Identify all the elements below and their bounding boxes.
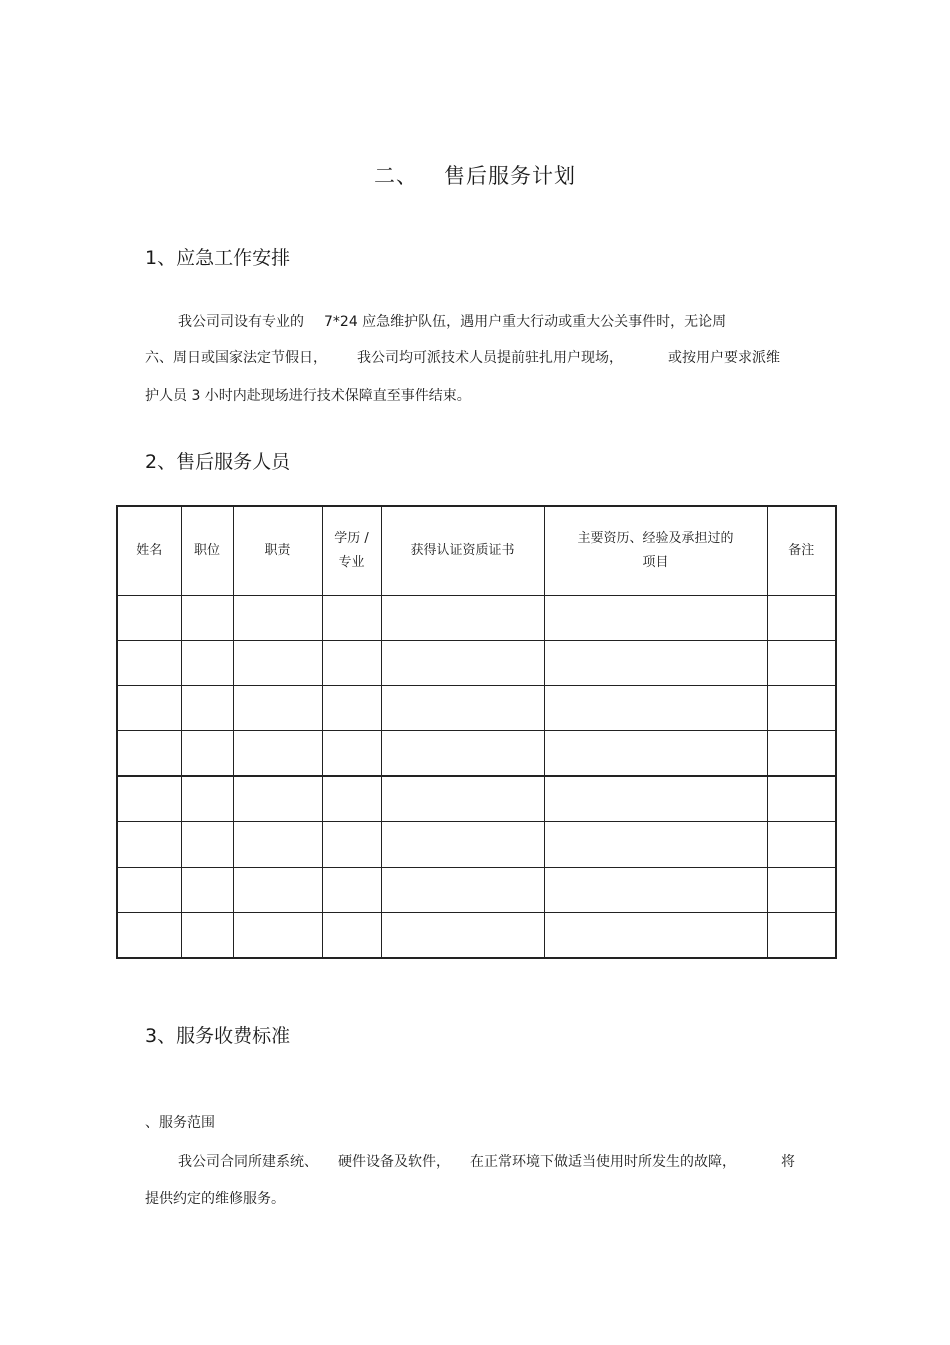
table-cell: [767, 731, 836, 777]
section1-line2-part1: 六、周日或国家法定节假日，: [145, 350, 327, 366]
col-header-duty: 职责: [233, 506, 322, 595]
table-cell: [767, 640, 836, 685]
table-cell: [544, 867, 767, 912]
title-text: 售后服务计划: [444, 164, 576, 188]
col-header-position: 职位: [181, 506, 233, 595]
table-cell: [544, 731, 767, 777]
table-cell: [381, 912, 544, 958]
table-cell: [544, 686, 767, 731]
table-cell: [381, 686, 544, 731]
col-header-name: 姓名: [117, 506, 181, 595]
section3-line1-part2: 硬件设备及软件，: [338, 1154, 450, 1170]
table-cell: [767, 595, 836, 640]
table-cell: [117, 686, 181, 731]
table-cell: [767, 822, 836, 867]
table-cell: [544, 822, 767, 867]
table-cell: [767, 867, 836, 912]
table-cell: [181, 912, 233, 958]
title-number: 二、: [374, 164, 418, 188]
table-cell: [181, 822, 233, 867]
table-cell: [117, 822, 181, 867]
table-cell: [233, 867, 322, 912]
table-cell: [544, 640, 767, 685]
table-cell: [767, 776, 836, 822]
table-cell: [117, 595, 181, 640]
table-cell: [544, 595, 767, 640]
col-header-education-text: 学历 / 专业: [334, 530, 369, 570]
table-cell: [117, 731, 181, 777]
table-cell: [381, 640, 544, 685]
table-cell: [767, 912, 836, 958]
table-cell: [322, 640, 381, 685]
table-cell: [181, 640, 233, 685]
table-cell: [181, 595, 233, 640]
section1-line2-part2: 我公司均可派技术人员提前驻扎用户现场，: [357, 350, 623, 366]
table-row: [117, 640, 836, 685]
table-cell: [381, 595, 544, 640]
col-header-remarks: 备注: [767, 506, 836, 595]
section3-line2: 提供约定的维修服务。: [145, 1191, 285, 1207]
table-cell: [544, 776, 767, 822]
col-header-experience-text: 主要资历、经验及承担过的 项目: [577, 530, 734, 570]
table-cell: [233, 731, 322, 777]
table-cell: [233, 640, 322, 685]
table-row: [117, 686, 836, 731]
table-cell: [233, 822, 322, 867]
col-header-certificates: 获得认证资质证书: [381, 506, 544, 595]
table-cell: [233, 686, 322, 731]
table-cell: [322, 912, 381, 958]
table-cell: [181, 867, 233, 912]
table-cell: [381, 776, 544, 822]
table-cell: [322, 686, 381, 731]
table-cell: [233, 595, 322, 640]
section1-line1-part2: 7*24 应急维护队伍，遇用户重大行动或重大公关事件时，无论周: [324, 314, 727, 330]
table-cell: [322, 731, 381, 777]
table-header-row: [117, 506, 836, 595]
page-title: [0, 160, 950, 190]
table-cell: [322, 867, 381, 912]
table-row: [117, 731, 836, 777]
table-cell: [117, 867, 181, 912]
section1-line1: [178, 311, 726, 331]
section1-line1-part1: 我公司司设有专业的: [178, 314, 304, 330]
table-cell: [117, 776, 181, 822]
table-cell: [233, 912, 322, 958]
table-cell: [117, 912, 181, 958]
section1-line2: [145, 347, 780, 367]
table-cell: [181, 686, 233, 731]
section3-line1-part3: 在正常环境下做适当使用时所发生的故障，: [470, 1154, 736, 1170]
table-row: [117, 822, 836, 867]
table-cell: [381, 822, 544, 867]
section1-line3: 护人员 3 小时内赴现场进行技术保障直至事件结束。: [145, 388, 471, 404]
col-header-experience: [544, 506, 767, 595]
table-cell: [117, 640, 181, 685]
table-cell: [181, 731, 233, 777]
section3-line1-part1: 我公司合同所建系统、: [178, 1154, 318, 1170]
table-row: [117, 912, 836, 958]
col-header-education: [322, 506, 381, 595]
section2-heading: 2、售后服务人员: [145, 451, 291, 473]
table-row: [117, 595, 836, 640]
table-cell: [233, 776, 322, 822]
table-cell: [181, 776, 233, 822]
table-cell: [322, 776, 381, 822]
section3-line1-part4: 将: [781, 1154, 795, 1170]
table-cell: [381, 867, 544, 912]
staff-table: [116, 505, 837, 959]
section3-subheading: 、服务范围: [145, 1115, 215, 1131]
table-cell: [381, 731, 544, 777]
table-cell: [322, 595, 381, 640]
section3-line1: [178, 1151, 795, 1171]
table-cell: [767, 686, 836, 731]
section1-heading: 1、应急工作安排: [145, 247, 291, 269]
table-cell: [322, 822, 381, 867]
table-cell: [544, 912, 767, 958]
table-row: [117, 867, 836, 912]
section1-line2-part3: 或按用户要求派维: [668, 350, 780, 366]
table-row: [117, 776, 836, 822]
section3-heading: 3、服务收费标准: [145, 1025, 291, 1047]
